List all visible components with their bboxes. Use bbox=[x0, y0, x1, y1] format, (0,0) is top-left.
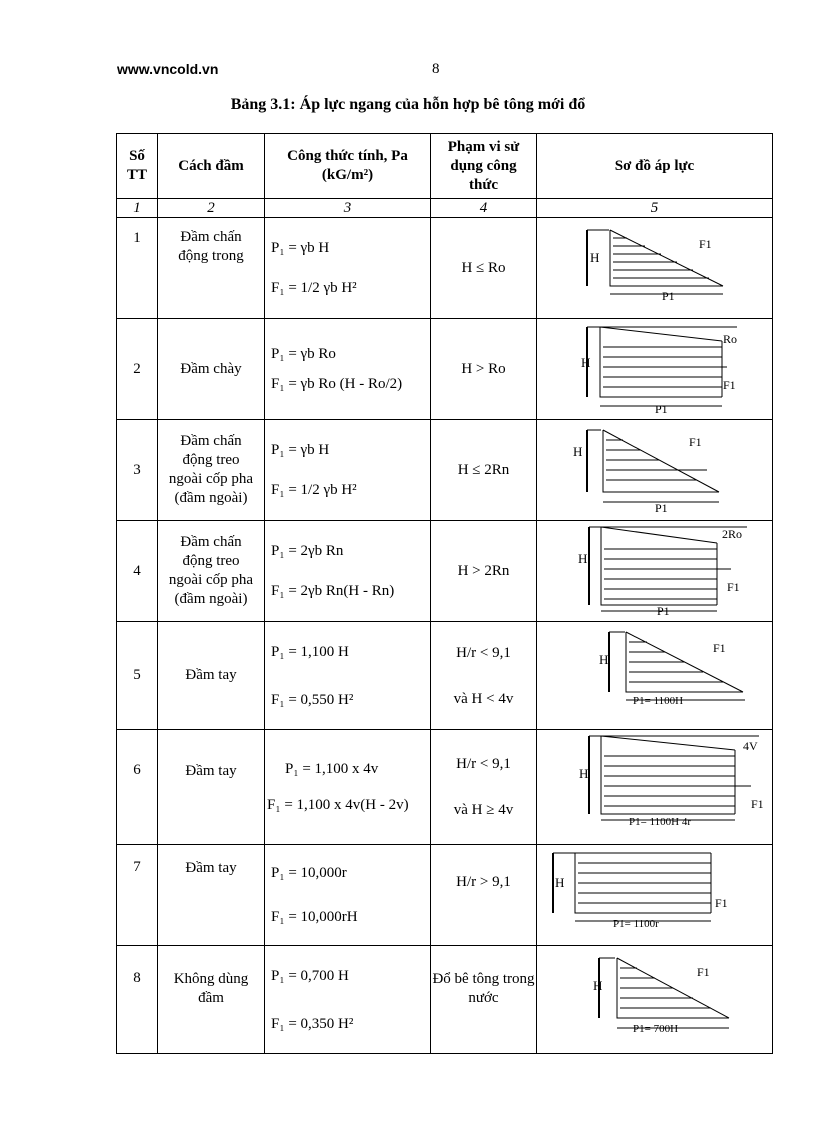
row-number: 7 bbox=[117, 845, 158, 946]
f-label: F1 bbox=[715, 896, 728, 910]
top-label: 2Ro bbox=[722, 527, 743, 541]
method-cell: Đầm chày bbox=[158, 319, 265, 420]
top-label: 4V bbox=[743, 739, 758, 753]
h-label: H bbox=[579, 766, 589, 781]
f-label: F1 bbox=[689, 435, 702, 449]
pressure-diagram bbox=[537, 946, 773, 1048]
index-cell: 2 bbox=[158, 199, 265, 218]
f1-formula: F₁ = 2γb Rn(H - Rn) bbox=[271, 583, 395, 599]
range-cell bbox=[431, 730, 537, 845]
pressure-diagram bbox=[537, 521, 773, 616]
p1-formula: P₁ = 2γb Rn bbox=[271, 543, 344, 559]
row-number: 8 bbox=[117, 946, 158, 1054]
header-diagram: Sơ đồ áp lực bbox=[537, 134, 773, 199]
range-cell: H > 2Rn bbox=[431, 521, 537, 622]
row-number: 4 bbox=[117, 521, 158, 622]
header-range: Phạm vi sử dụng công thức bbox=[431, 134, 537, 199]
range-cell: H ≤ 2Rn bbox=[431, 420, 537, 521]
range-cell: Đổ bê tông trong nước bbox=[431, 946, 537, 1054]
top-label: Ro bbox=[723, 332, 738, 346]
p-label: P1= 1100r bbox=[613, 918, 659, 930]
h-label: H bbox=[573, 444, 583, 459]
header-no: Số TT bbox=[117, 134, 158, 199]
f1-formula: F₁ = 10,000rH bbox=[271, 909, 358, 925]
index-row bbox=[117, 199, 773, 218]
h-label: H bbox=[599, 652, 609, 667]
table-row bbox=[117, 622, 773, 730]
p1-formula: P₁ = 10,000r bbox=[271, 865, 347, 881]
p1-formula: P₁ = γb Ro bbox=[271, 346, 336, 362]
range-extra: và H < 4v bbox=[453, 690, 514, 707]
row-number: 2 bbox=[117, 319, 158, 420]
p1-formula: P₁ = γb H bbox=[271, 442, 330, 458]
page-number: 8 bbox=[432, 61, 440, 77]
h-label: H bbox=[581, 355, 591, 370]
f-label: F1 bbox=[751, 797, 764, 811]
p1-formula: P₁ = 1,100 x 4v bbox=[285, 761, 379, 777]
index-cell: 5 bbox=[537, 199, 773, 218]
range-cell: H > Ro bbox=[431, 319, 537, 420]
pressure-diagram bbox=[537, 622, 773, 724]
range-fraction: H/r < 9,1 bbox=[456, 644, 511, 661]
pressure-diagram bbox=[537, 218, 773, 313]
table-row bbox=[117, 730, 773, 845]
range-cell bbox=[431, 845, 537, 946]
method-cell: Đầm tay bbox=[158, 730, 265, 845]
formula-cell bbox=[265, 420, 431, 521]
range-fraction: H/r < 9,1 bbox=[456, 756, 511, 772]
f-label: F1 bbox=[727, 580, 740, 594]
method-cell: Không dùng đầm bbox=[158, 946, 265, 1054]
formula-cell bbox=[265, 622, 431, 730]
h-label: H bbox=[555, 875, 565, 890]
f1-formula: F₁ = 1/2 γb H² bbox=[271, 280, 357, 296]
index-cell: 3 bbox=[265, 199, 431, 218]
header-method: Cách đầm bbox=[158, 134, 265, 199]
formula-cell bbox=[265, 946, 431, 1054]
formula-cell bbox=[265, 319, 431, 420]
pressure-diagram bbox=[537, 319, 773, 414]
range-fraction: H/r > 9,1 bbox=[456, 874, 511, 890]
f-label: F1 bbox=[697, 965, 710, 979]
index-cell: 4 bbox=[431, 199, 537, 218]
p-label: P1 bbox=[655, 501, 668, 515]
f-label: F1 bbox=[699, 237, 712, 251]
p-label: P1 bbox=[662, 289, 675, 303]
method-cell: Đầm chấn động treo ngoài cốp pha (đầm ngoài) bbox=[158, 420, 265, 521]
table-row bbox=[117, 845, 773, 946]
formula-cell bbox=[265, 521, 431, 622]
diagram-cell bbox=[537, 946, 773, 1054]
p1-formula: P₁ = 1,100 H bbox=[271, 643, 349, 660]
diagram-cell bbox=[537, 730, 773, 845]
f1-formula: F₁ = 0,350 H² bbox=[271, 1015, 354, 1032]
row-number: 3 bbox=[117, 420, 158, 521]
row-number: 5 bbox=[117, 622, 158, 730]
f-label: F1 bbox=[713, 641, 726, 655]
formula-cell bbox=[265, 218, 431, 319]
h-label: H bbox=[590, 250, 600, 265]
h-label: H bbox=[578, 551, 588, 566]
method-cell: Đầm chấn động trong bbox=[158, 218, 265, 319]
header-row bbox=[117, 134, 773, 199]
p-label: P1= 700H bbox=[633, 1023, 679, 1035]
pressure-table bbox=[116, 133, 773, 1054]
range-cell: H ≤ Ro bbox=[431, 218, 537, 319]
p-label: P1= 1100H 4r bbox=[629, 816, 692, 828]
diagram-cell bbox=[537, 521, 773, 622]
site-url[interactable]: www.vncold.vn bbox=[117, 61, 219, 77]
method-cell: Đầm chấn động treo ngoài cốp pha (đầm ngoài) bbox=[158, 521, 265, 622]
table-row bbox=[117, 319, 773, 420]
diagram-cell bbox=[537, 319, 773, 420]
diagram-cell bbox=[537, 622, 773, 730]
pressure-diagram bbox=[537, 420, 773, 515]
p-label: P1= 1100H bbox=[633, 695, 684, 707]
h-label: H bbox=[593, 978, 603, 993]
f-label: F1 bbox=[723, 378, 736, 392]
diagram-cell bbox=[537, 845, 773, 946]
method-cell: Đầm tay bbox=[158, 845, 265, 946]
pressure-diagram bbox=[537, 845, 773, 940]
formula-cell bbox=[265, 730, 431, 845]
header-formula: Công thức tính, Pa (kG/m²) bbox=[265, 134, 431, 199]
index-cell: 1 bbox=[117, 199, 158, 218]
method-cell: Đầm tay bbox=[158, 622, 265, 730]
diagram-cell bbox=[537, 218, 773, 319]
p-label: P1 bbox=[655, 402, 668, 414]
table-title: Bảng 3.1: Áp lực ngang của hỗn hợp bê tông mới đổ bbox=[230, 96, 586, 113]
f1-formula: F₁ = 1,100 x 4v(H - 2v) bbox=[267, 797, 409, 813]
row-number: 1 bbox=[117, 218, 158, 319]
f1-formula: F₁ = 0,550 H² bbox=[271, 691, 354, 708]
pressure-diagram bbox=[537, 730, 773, 839]
f1-formula: F₁ = γb Ro (H - Ro/2) bbox=[271, 376, 403, 392]
range-cell bbox=[431, 622, 537, 730]
formula-cell bbox=[265, 845, 431, 946]
range-extra: và H ≥ 4v bbox=[453, 802, 514, 818]
table-row bbox=[117, 946, 773, 1054]
table-row bbox=[117, 521, 773, 622]
p-label: P1 bbox=[657, 604, 670, 616]
p1-formula: P₁ = γb H bbox=[271, 240, 330, 256]
diagram-cell bbox=[537, 420, 773, 521]
f1-formula: F₁ = 1/2 γb H² bbox=[271, 482, 357, 498]
row-number: 6 bbox=[117, 730, 158, 845]
table-row bbox=[117, 420, 773, 521]
table-row bbox=[117, 218, 773, 319]
p1-formula: P₁ = 0,700 H bbox=[271, 967, 349, 984]
